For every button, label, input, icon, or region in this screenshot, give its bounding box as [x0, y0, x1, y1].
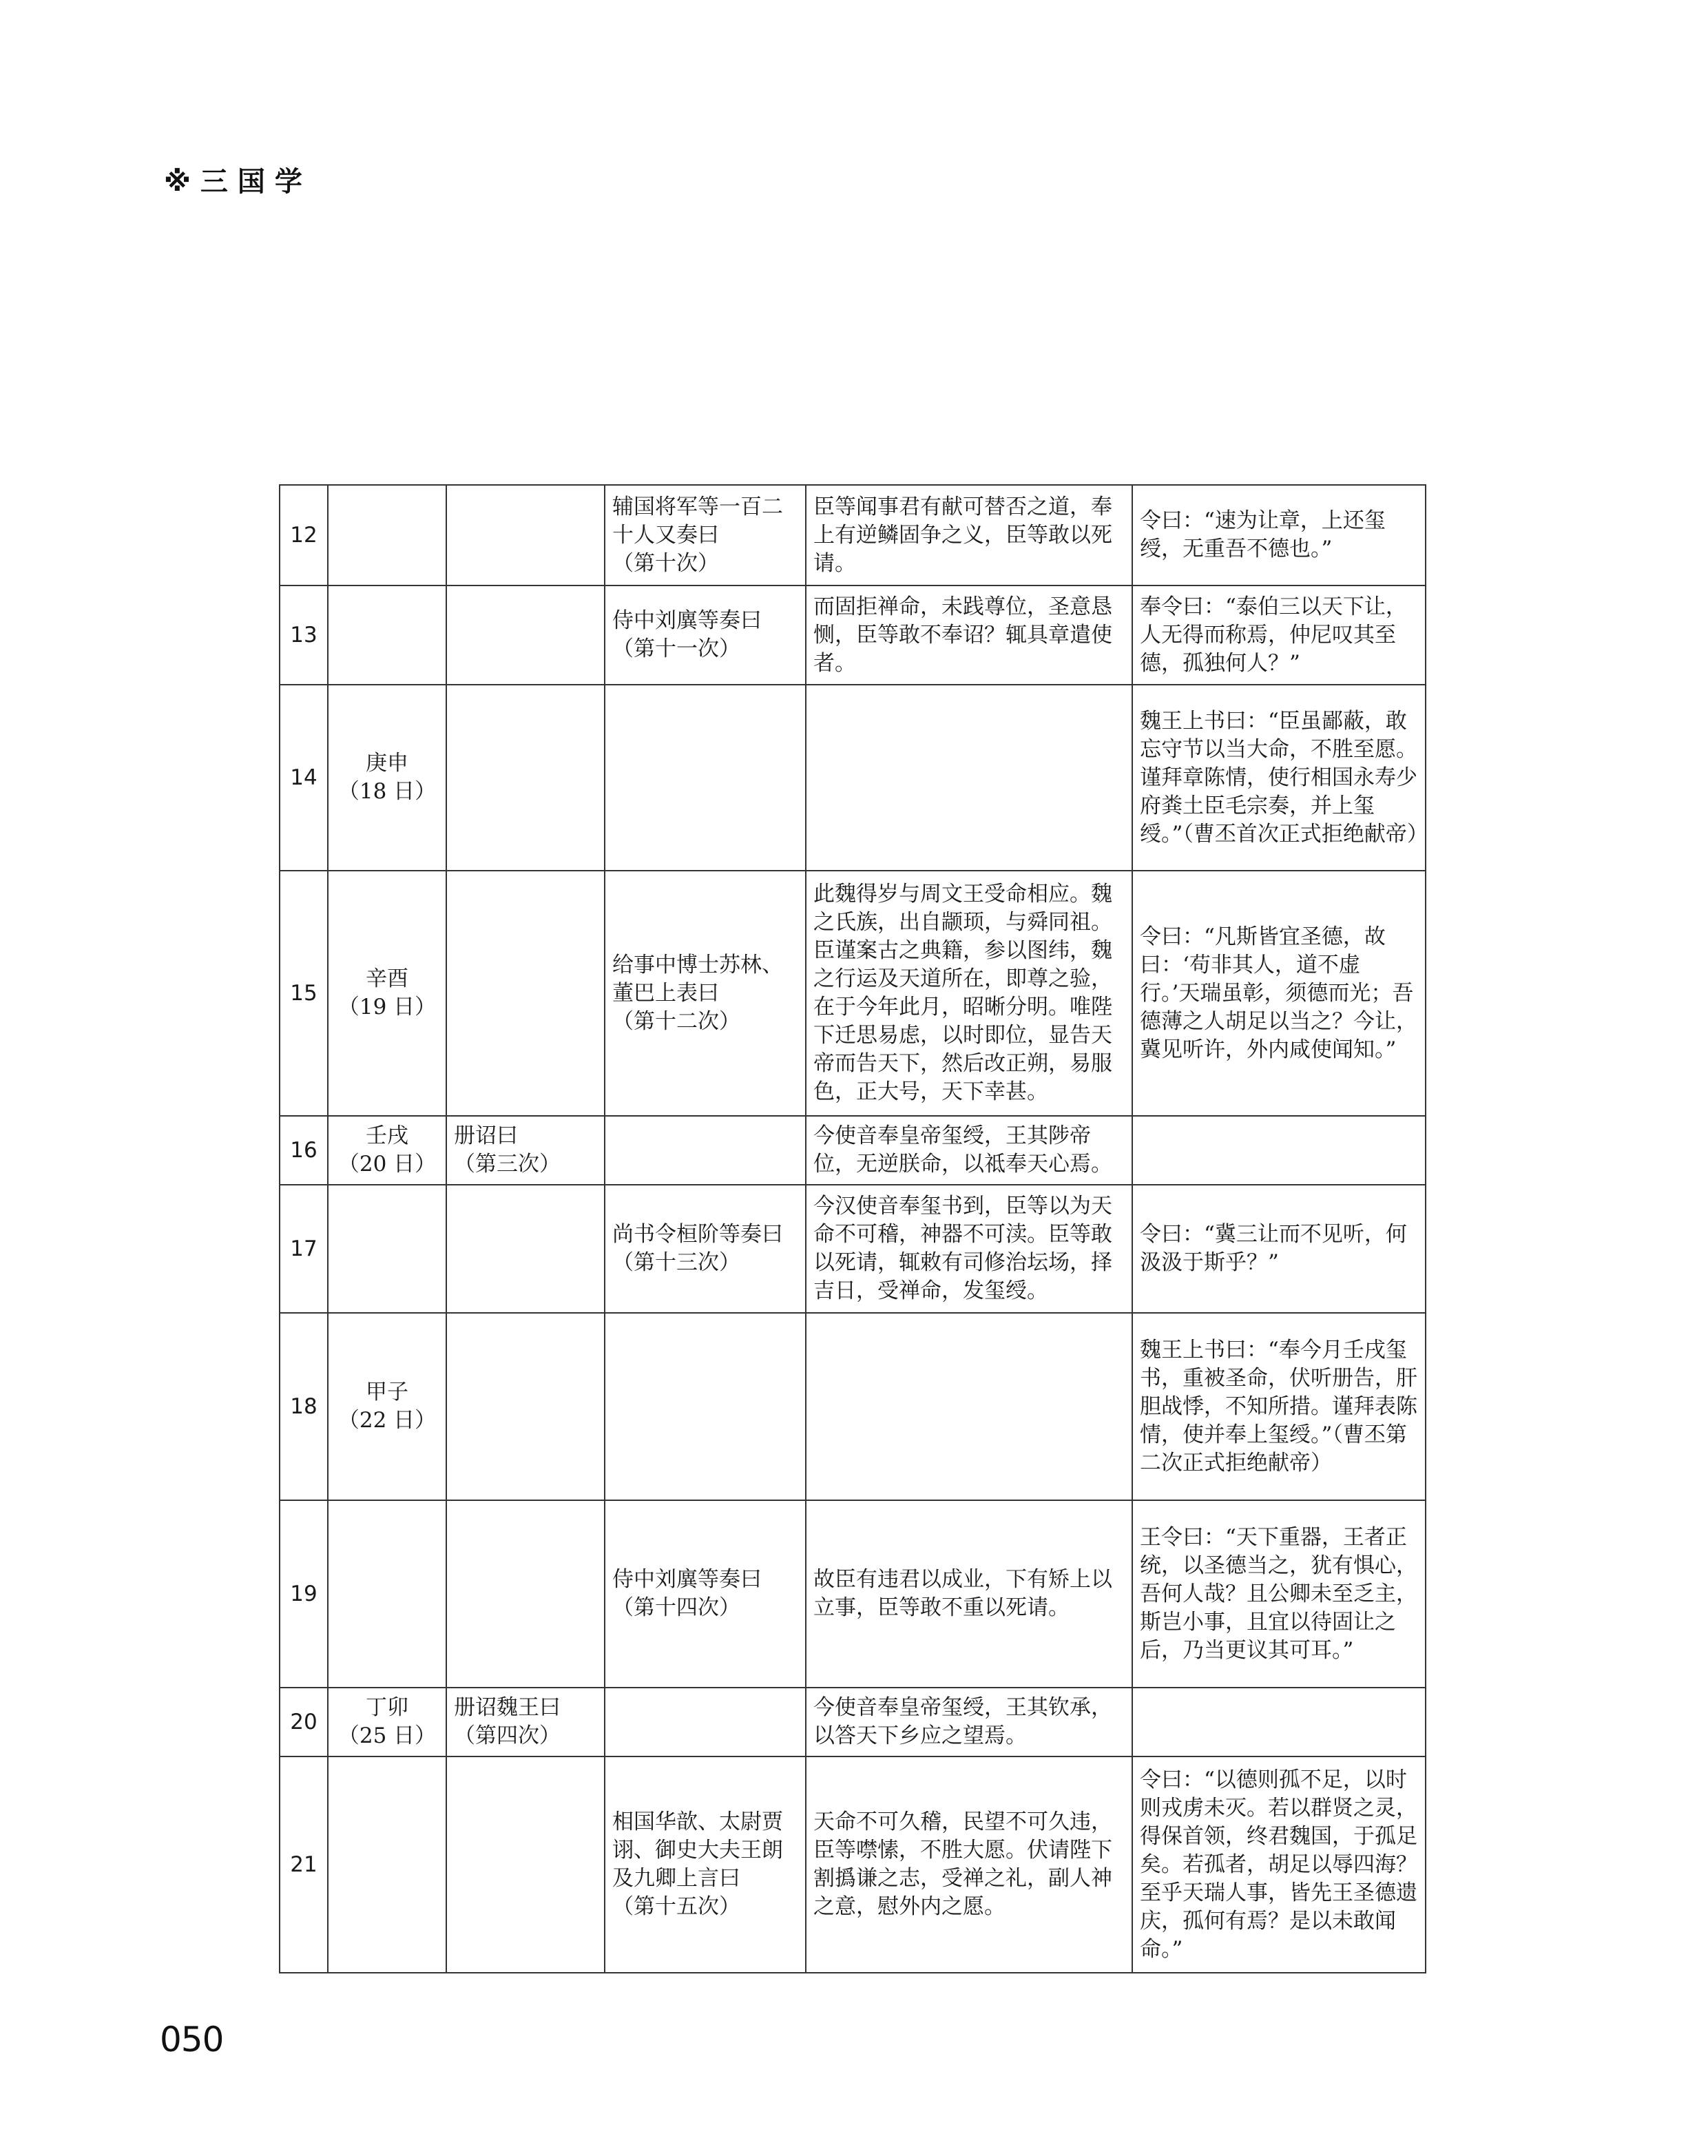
date-cell: [328, 1756, 446, 1973]
memorial-cell: [605, 685, 806, 871]
date-cell: 庚申 （18 日）: [328, 685, 446, 871]
table-row: [280, 585, 1426, 685]
date-cell: [328, 1500, 446, 1688]
edict-cell: [446, 1185, 605, 1313]
memorial-cell: 相国华歆、太尉贾诩、御史大夫王朗及九卿上言曰 （第十五次）: [605, 1756, 806, 1973]
reply-cell: 令曰：“凡斯皆宜圣德，故曰：‘苟非其人，道不虚行。’天瑞虽彰，须德而光；吾德薄之人胡足以当之？今让，冀见听许，外内咸使闻知。”: [1132, 871, 1426, 1116]
page-number: 050: [160, 2020, 224, 2060]
reply-cell: 令曰：“速为让章，上还玺绶，无重吾不德也。”: [1132, 485, 1426, 585]
text-cell: 今使音奉皇帝玺绶，王其陟帝位，无逆朕命，以祗奉天心焉。: [806, 1116, 1132, 1185]
row-number: 18: [280, 1313, 328, 1500]
text-cell: 此魏得岁与周文王受命相应。魏之氏族，出自颛顼，与舜同祖。臣谨案古之典籍，参以图纬，魏之行运及天道所在，即尊之验，在于今年此月，昭晰分明。唯陛下迁思易虑，以时即位，显告天帝而告天下，然后改正朔，易服色，正大号，天下幸甚。: [806, 871, 1132, 1116]
memorial-cell: 辅国将军等一百二十人又奏曰 （第十次）: [605, 485, 806, 585]
table-row: [280, 1313, 1426, 1500]
edict-cell: [446, 1756, 605, 1973]
edict-cell: 册诏魏王曰 （第四次）: [446, 1688, 605, 1756]
reply-cell: [1132, 1688, 1426, 1756]
text-cell: 今使音奉皇帝玺绶，王其钦承，以答天下乡应之望焉。: [806, 1688, 1132, 1756]
row-number: 13: [280, 585, 328, 685]
reply-cell: 魏王上书曰：“臣虽鄙蔽，敢忘守节以当大命，不胜至愿。谨拜章陈情，使行相国永寿少府粪土臣毛宗奏，并上玺绶。”（曹丕首次正式拒绝献帝）: [1132, 685, 1426, 871]
chronology-table: [279, 484, 1426, 1973]
edict-cell: 册诏曰 （第三次）: [446, 1116, 605, 1185]
table-row: [280, 1185, 1426, 1313]
table-row: [280, 871, 1426, 1116]
reply-cell: 王令曰：“天下重器，王者正统，以圣德当之，犹有惧心，吾何人哉？且公卿未至乏主，斯岂小事，且宜以待固让之后，乃当更议其可耳。”: [1132, 1500, 1426, 1688]
date-cell: 辛酉 （19 日）: [328, 871, 446, 1116]
date-cell: 甲子 （22 日）: [328, 1313, 446, 1500]
memorial-cell: 侍中刘廙等奏曰 （第十一次）: [605, 585, 806, 685]
edict-cell: [446, 1500, 605, 1688]
text-cell: 臣等闻事君有献可替否之道，奉上有逆鳞固争之义，臣等敢以死请。: [806, 485, 1132, 585]
row-number: 17: [280, 1185, 328, 1313]
memorial-cell: 侍中刘廙等奏曰 （第十四次）: [605, 1500, 806, 1688]
memorial-cell: 尚书令桓阶等奏曰 （第十三次）: [605, 1185, 806, 1313]
table-row: [280, 1688, 1426, 1756]
row-number: 15: [280, 871, 328, 1116]
table-row: [280, 1756, 1426, 1973]
reply-cell: 令曰：“以德则孤不足，以时则戎虏未灭。若以群贤之灵，得保首领，终君魏国，于孤足矣。若孤者，胡足以辱四海？至乎天瑞人事，皆先王圣德遗庆，孤何有焉？是以未敢闻命。”: [1132, 1756, 1426, 1973]
reply-cell: 奉令曰：“泰伯三以天下让，人无得而称焉，仲尼叹其至德，孤独何人？”: [1132, 585, 1426, 685]
text-cell: 而固拒禅命，未践尊位，圣意恳恻，臣等敢不奉诏？辄具章遣使者。: [806, 585, 1132, 685]
text-cell: [806, 1313, 1132, 1500]
reply-cell: 令曰：“冀三让而不见听，何汲汲于斯乎？”: [1132, 1185, 1426, 1313]
date-cell: 壬戌 （20 日）: [328, 1116, 446, 1185]
memorial-cell: [605, 1313, 806, 1500]
table-row: [280, 1116, 1426, 1185]
date-cell: 丁卯 （25 日）: [328, 1688, 446, 1756]
row-number: 12: [280, 485, 328, 585]
row-number: 16: [280, 1116, 328, 1185]
edict-cell: [446, 585, 605, 685]
edict-cell: [446, 871, 605, 1116]
row-number: 19: [280, 1500, 328, 1688]
date-cell: [328, 585, 446, 685]
text-cell: 天命不可久稽，民望不可久违，臣等噤愫，不胜大愿。伏请陛下割撝谦之志，受禅之礼，副人神之意，慰外内之愿。: [806, 1756, 1132, 1973]
table-row: [280, 485, 1426, 585]
edict-cell: [446, 1313, 605, 1500]
memorial-cell: 给事中博士苏林、董巴上表曰 （第十二次）: [605, 871, 806, 1116]
date-cell: [328, 1185, 446, 1313]
edict-cell: [446, 685, 605, 871]
table-row: [280, 685, 1426, 871]
row-number: 14: [280, 685, 328, 871]
row-number: 21: [280, 1756, 328, 1973]
memorial-cell: [605, 1116, 806, 1185]
reply-cell: [1132, 1116, 1426, 1185]
text-cell: 故臣有违君以成业，下有矫上以立事，臣等敢不重以死请。: [806, 1500, 1132, 1688]
page-header-title: ※三国学: [164, 166, 312, 198]
table-row: [280, 1500, 1426, 1688]
text-cell: 今汉使音奉玺书到，臣等以为天命不可稽，神器不可渎。臣等敢以死请，辄敕有司修治坛场，择吉日，受禅命，发玺绶。: [806, 1185, 1132, 1313]
memorial-cell: [605, 1688, 806, 1756]
text-cell: [806, 685, 1132, 871]
edict-cell: [446, 485, 605, 585]
reply-cell: 魏王上书曰：“奉今月壬戌玺书，重被圣命，伏听册告，肝胆战悸，不知所措。谨拜表陈情，使并奉上玺绶。”（曹丕第二次正式拒绝献帝）: [1132, 1313, 1426, 1500]
date-cell: [328, 485, 446, 585]
row-number: 20: [280, 1688, 328, 1756]
